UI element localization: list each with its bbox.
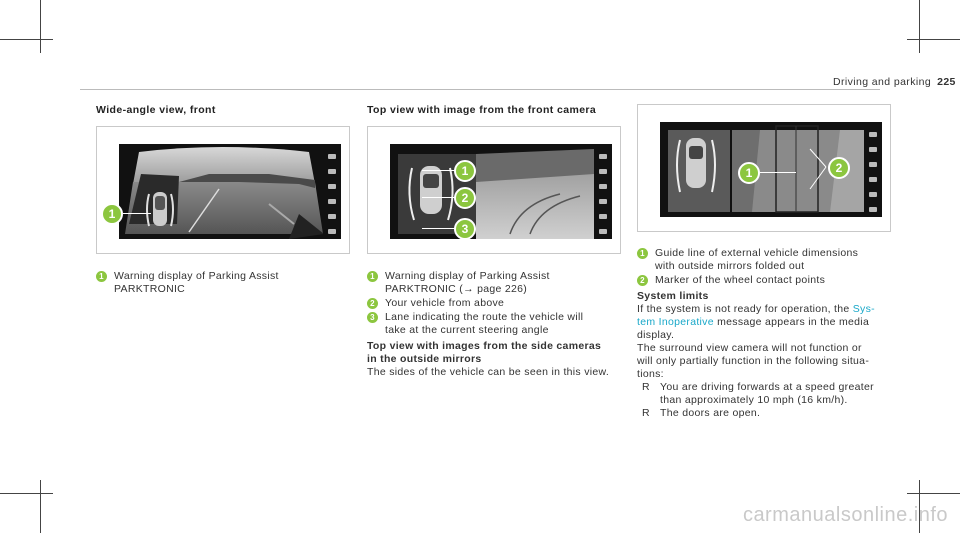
- body-text: message appears in the media: [713, 316, 870, 328]
- legend-col3: [637, 247, 899, 420]
- legend-text: Guide line of external vehicle dimensions: [655, 247, 859, 259]
- running-header: [833, 76, 956, 88]
- message-text: tem Inoperative: [637, 316, 714, 328]
- legend-badge: 3: [367, 312, 378, 323]
- legend-badge: 2: [637, 275, 648, 286]
- callout-line: [760, 172, 796, 173]
- subheading-line: Top view with images from the side cameras: [367, 340, 602, 352]
- callout-line: [422, 170, 456, 171]
- body-text: The surround view camera will not function or: [637, 342, 862, 354]
- callout-2: 2: [454, 187, 476, 209]
- subheading-line: in the outside mirrors: [367, 353, 482, 365]
- body-text: The sides of the vehicle can be seen in this view.: [367, 366, 610, 378]
- section-title: Driving and parking: [833, 76, 932, 88]
- body-text: tions:: [637, 368, 664, 380]
- callout-line: [422, 197, 456, 198]
- legend-text: Marker of the wheel contact points: [655, 274, 826, 286]
- heading-wide-angle: Wide-angle view, front: [96, 104, 216, 116]
- header-rule: [80, 89, 880, 90]
- legend-item: [96, 270, 346, 296]
- message-text: Sys-: [852, 303, 875, 315]
- legend-item: [367, 311, 627, 337]
- bullet-symbol: R: [642, 407, 650, 419]
- callout-2: 2: [828, 157, 850, 179]
- camera-menu-bar: [323, 144, 341, 239]
- figure-side-cameras: [637, 104, 891, 232]
- legend-badge: 1: [367, 271, 378, 282]
- legend-text: Warning display of Parking Assist: [385, 270, 550, 282]
- legend-text: Your vehicle from above: [385, 297, 505, 309]
- callout-1: 1: [738, 162, 760, 184]
- body-text: display.: [637, 329, 675, 341]
- legend-col2: [367, 270, 627, 379]
- camera-menu-bar: [594, 144, 612, 239]
- legend-item: [637, 247, 899, 273]
- heading-top-view-front: Top view with image from the front camera: [367, 104, 597, 116]
- legend-text: take at the current steering angle: [385, 324, 549, 336]
- page-number: 225: [937, 76, 956, 88]
- limits-paragraph-2: [637, 342, 899, 381]
- callout-1: 1: [101, 203, 123, 225]
- bullet-text: You are driving forwards at a speed greater: [660, 381, 874, 393]
- legend-item: [637, 274, 899, 287]
- callout-1: 1: [454, 160, 476, 182]
- bullet-item: [637, 381, 899, 407]
- subheading-side-cameras: [367, 340, 627, 366]
- camera-menu-bar: [864, 122, 882, 217]
- heading-system-limits: System limits: [637, 290, 709, 302]
- legend-col1: [96, 270, 346, 297]
- limits-paragraph-1: [637, 303, 899, 342]
- callout-line: [123, 213, 151, 214]
- camera-image: [390, 144, 612, 239]
- camera-screen: [119, 144, 341, 239]
- callout-3: 3: [454, 218, 476, 240]
- body-text: will only partially function in the following situa-: [637, 355, 870, 367]
- figure-top-view-front: [367, 126, 621, 254]
- legend-text: PARKTRONIC (→ page 226): [385, 283, 528, 295]
- legend-item: [367, 270, 627, 296]
- legend-item: [367, 297, 627, 310]
- legend-text: Lane indicating the route the vehicle will: [385, 311, 584, 323]
- legend-badge: 1: [637, 248, 648, 259]
- legend-text: Warning display of Parking Assist: [114, 270, 279, 282]
- legend-text: PARKTRONIC: [114, 283, 186, 295]
- camera-screen: [390, 144, 612, 239]
- legend-badge: 2: [367, 298, 378, 309]
- callout-line: [422, 228, 456, 229]
- bullet-item: [637, 407, 899, 420]
- figure-wide-angle: [96, 126, 350, 254]
- legend-text: with outside mirrors folded out: [655, 260, 805, 272]
- body-text: If the system is not ready for operation, the: [637, 303, 853, 315]
- watermark: carmanualsonline.info: [742, 504, 948, 526]
- bullet-text: than approximately 10 mph (16 km/h).: [660, 394, 848, 406]
- bullet-text: The doors are open.: [660, 407, 761, 419]
- bullet-symbol: R: [642, 381, 650, 393]
- camera-image: [119, 144, 341, 239]
- legend-badge: 1: [96, 271, 107, 282]
